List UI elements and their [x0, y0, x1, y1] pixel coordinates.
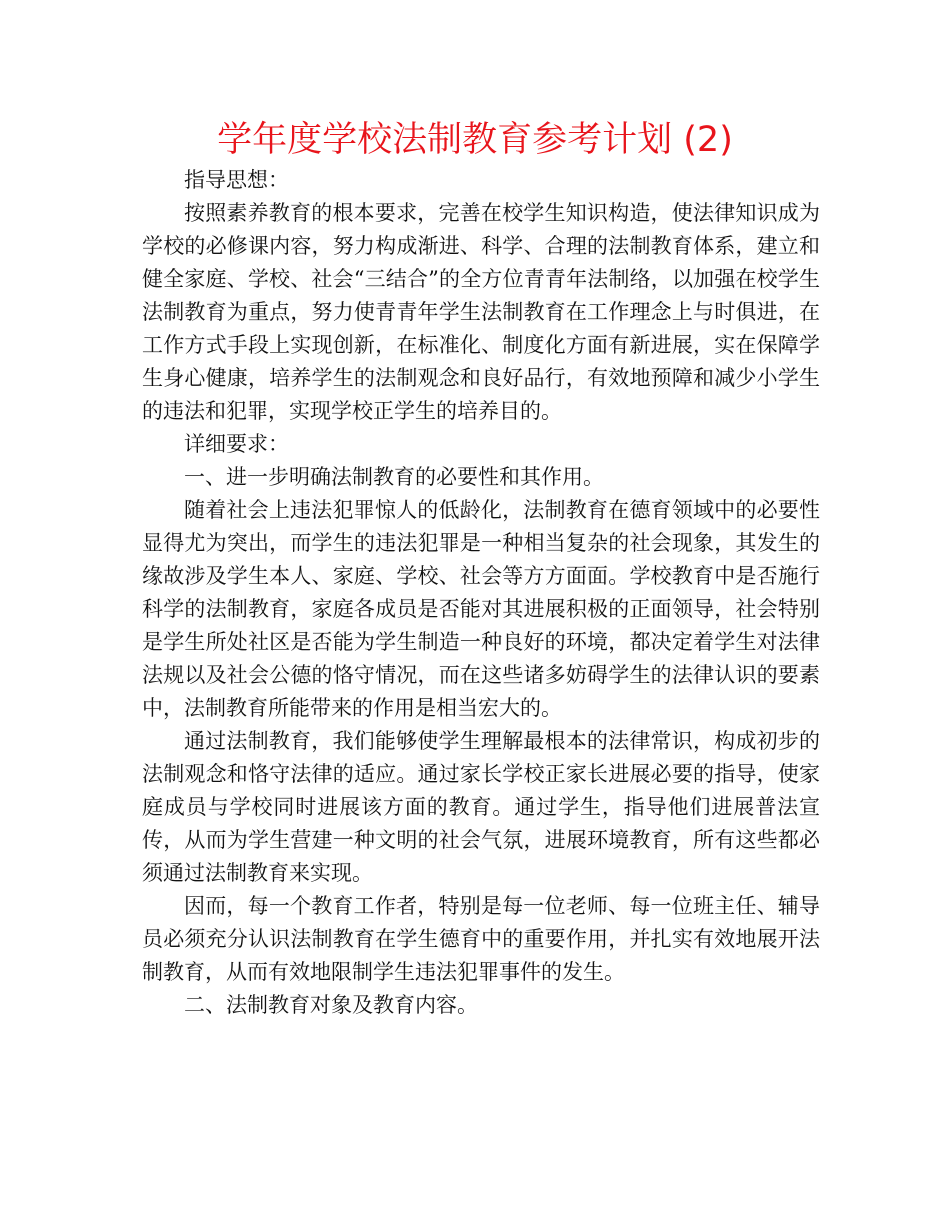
section-heading-guiding-ideology: 指导思想：	[184, 168, 289, 192]
subheading-item-two: 二、法制教育对象及教育内容。	[184, 993, 478, 1017]
document-title: 学年度学校法制教育参考计划 (2)	[217, 120, 733, 160]
paragraph-through-legal-education: 通过法制教育，我们能够使学生理解最根本的法律常识，构成初步的法制观念和恪守法律的适应。通过家长学校正家长进展必要的指导，使家庭成员与学校同时进展该方面的教育。通过学生，指导他们进展普法宣传，从而为学生营建一种文明的社会气氛，进展环境教育，所有这些都必须通过法制教育来实现。	[142, 729, 820, 885]
paragraph-guiding-ideology: 按照素养教育的根本要求，完善在校学生知识构造，使法律知识成为学校的必修课内容，努力构成渐进、科学、合理的法制教育体系，建立和健全家庭、学校、社会“三结合”的全方位青青年法制络，以加强在校学生法制教育为重点，努力使青青年学生法制教育在工作理念上与时俱进，在工作方式手段上实现创新，在标准化、制度化方面有新进展，实在保障学生身心健康，培养学生的法制观念和良好品行，有效地预障和减少小学生的违法和犯罪，实现学校正学生的培养目的。	[142, 201, 820, 423]
paragraph-necessity: 随着社会上违法犯罪惊人的低龄化，法制教育在德育领域中的必要性显得尤为突出，而学生的违法犯罪是一种相当复杂的社会现象，其发生的缘故涉及学生本人、家庭、学校、社会等方方面面。学校教育中是否施行科学的法制教育，家庭各成员是否能对其进展积极的正面领导，社会特别是学生所处社区是否能为学生制造一种良好的环境，都决定着学生对法律法规以及社会公德的恪守情况，而在这些诸多妨碍学生的法律认识的要素中，法制教育所能带来的作用是相当宏大的。	[142, 498, 820, 720]
document-body	[142, 164, 820, 1022]
paragraph-therefore: 因而，每一个教育工作者，特别是每一位老师、每一位班主任、辅导员必须充分认识法制教育在学生德育中的重要作用，并扎实有效地展开法制教育，从而有效地限制学生违法犯罪事件的发生。	[142, 894, 820, 984]
section-heading-detailed-requirements: 详细要求：	[184, 432, 289, 456]
subheading-item-one: 一、进一步明确法制教育的必要性和其作用。	[184, 465, 604, 489]
